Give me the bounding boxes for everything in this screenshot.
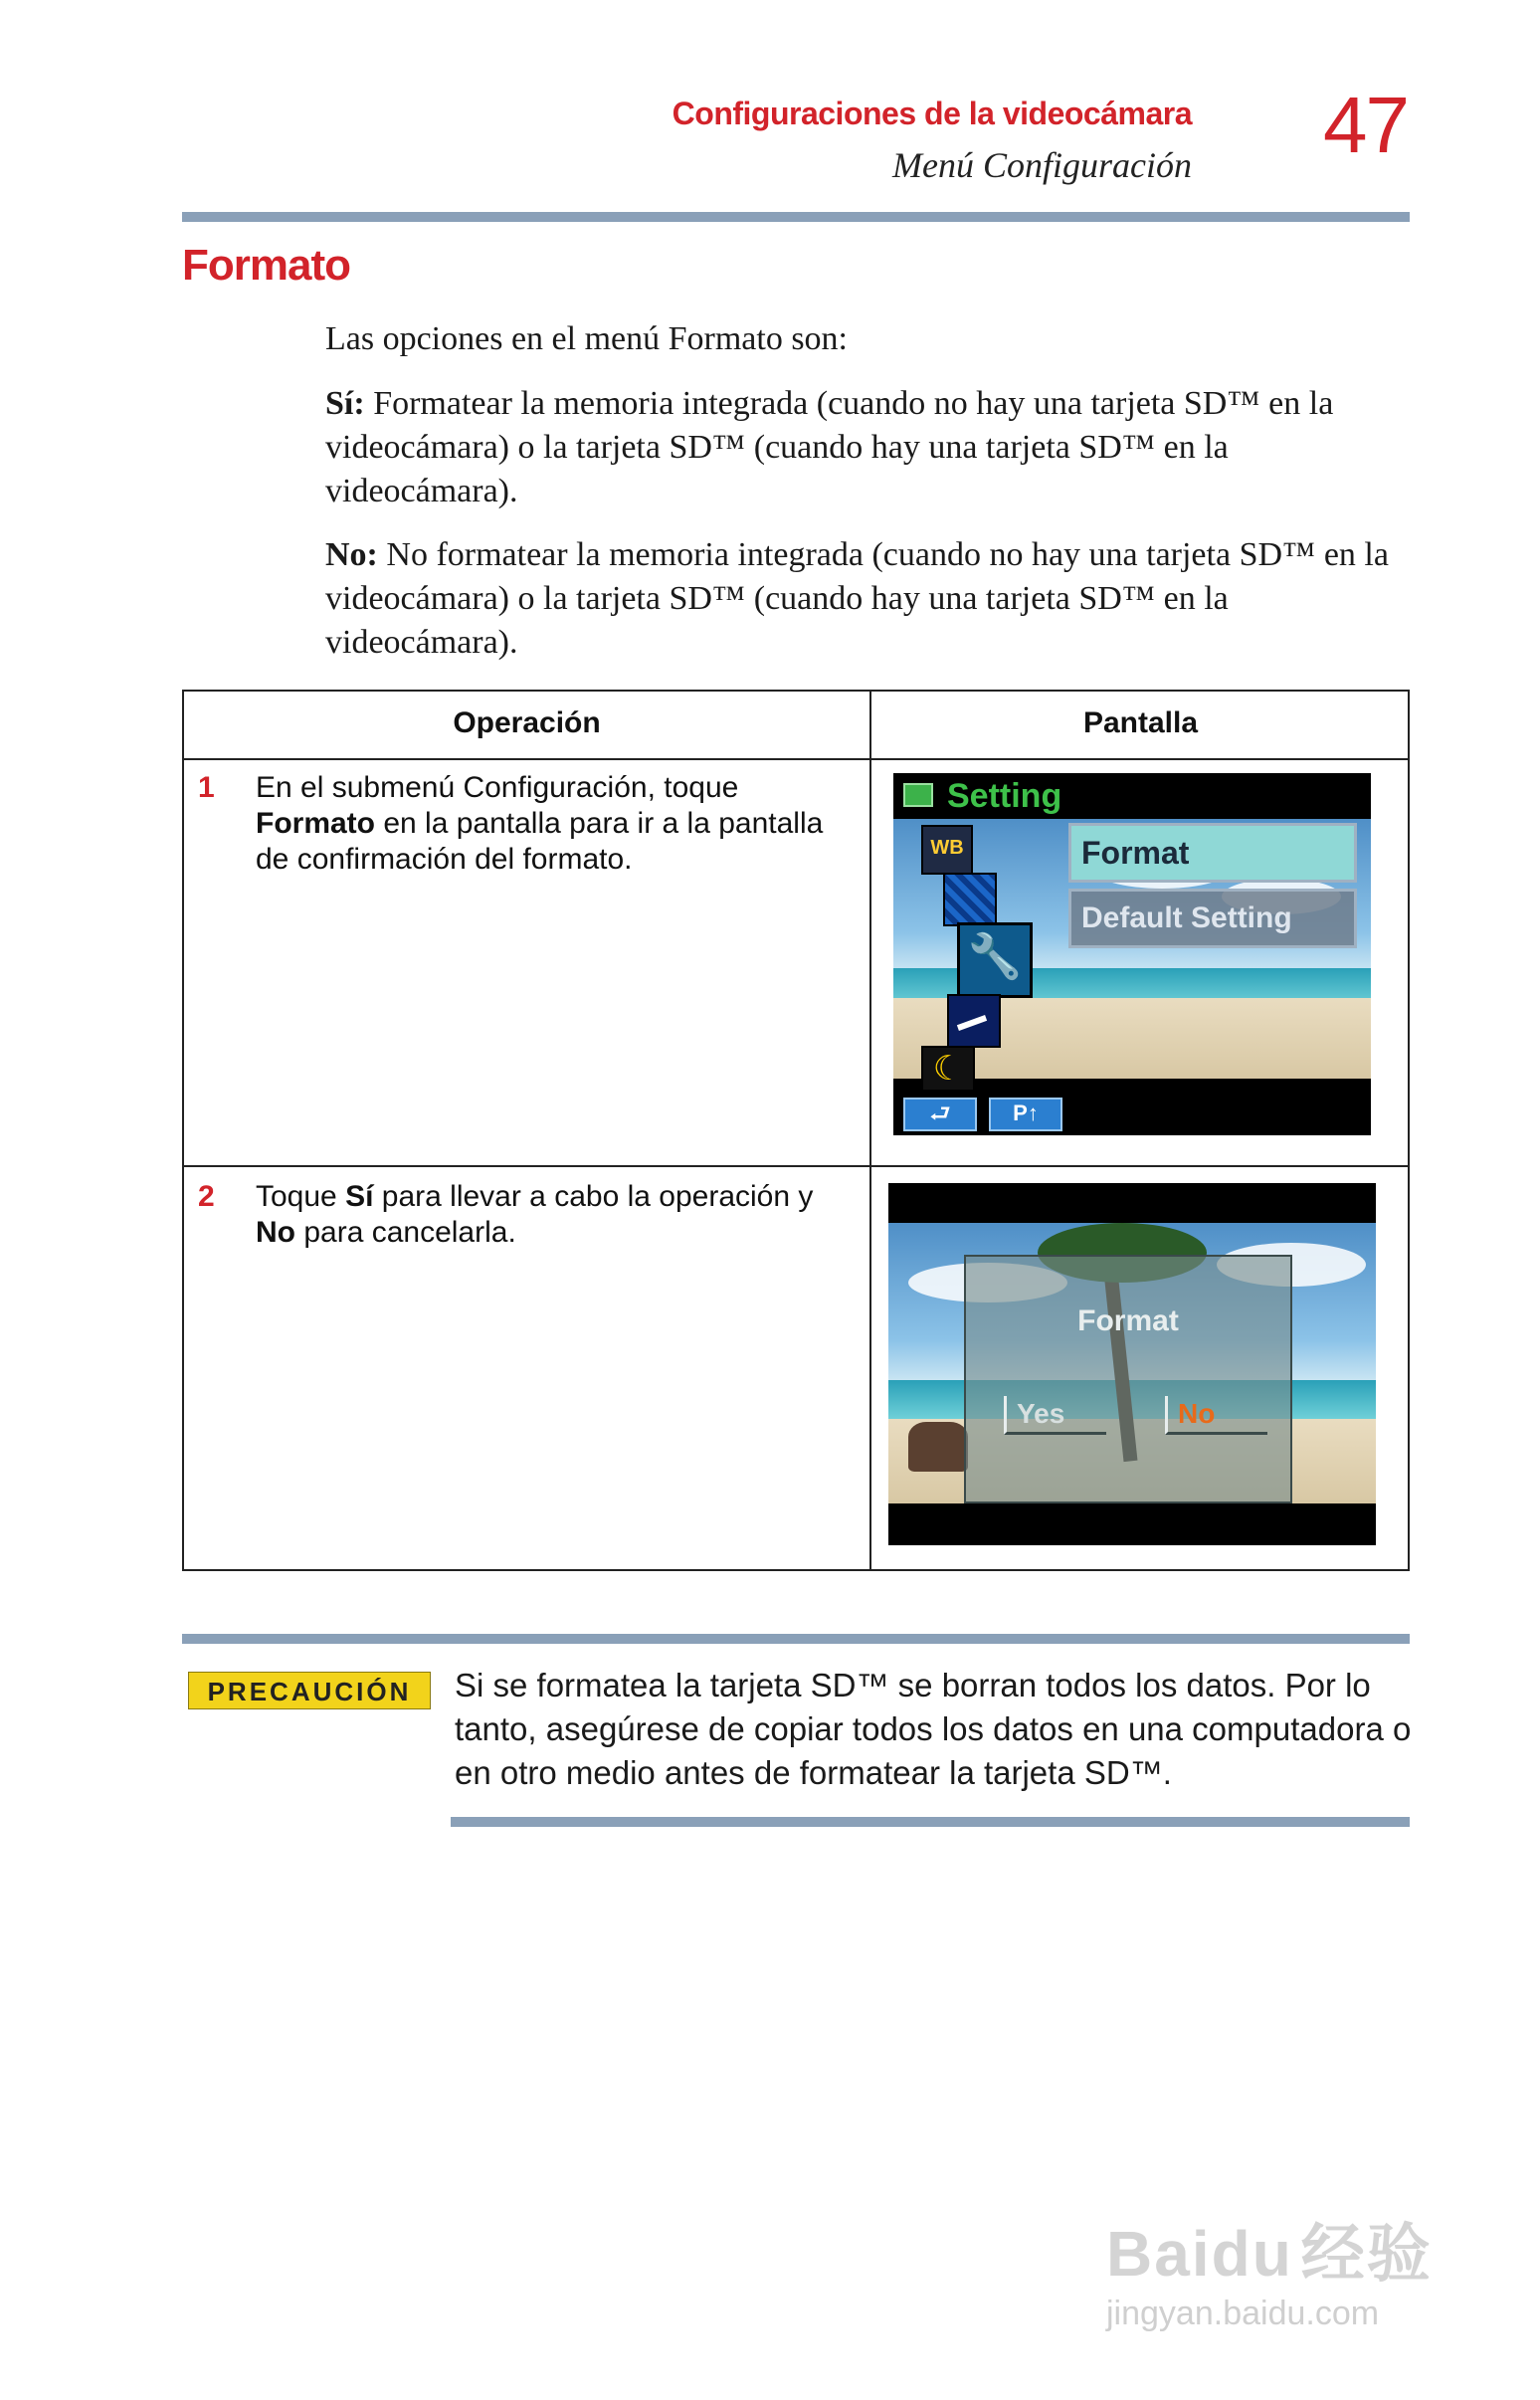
screen-title: Setting bbox=[947, 777, 1062, 815]
camera-screen-setting-menu bbox=[893, 773, 1371, 1135]
intro-paragraph: Las opciones en el menú Formato son: bbox=[325, 320, 849, 357]
step-text-part: Toque bbox=[256, 1180, 346, 1213]
step-text-bold: Formato bbox=[256, 807, 375, 840]
page-number: 47 bbox=[1323, 81, 1408, 169]
dialog-title: Format bbox=[1077, 1304, 1179, 1337]
watermark-brand: Baidu bbox=[1106, 2218, 1293, 2290]
caution-bottom-rule bbox=[451, 1817, 1410, 1827]
option-si-paragraph bbox=[325, 382, 1400, 513]
table-row-step-2 bbox=[198, 1167, 865, 1565]
no-button[interactable]: No bbox=[1165, 1396, 1267, 1435]
column-header-operation: Operación bbox=[453, 706, 601, 739]
caution-badge: PRECAUCIÓN bbox=[188, 1672, 431, 1709]
chapter-title: Configuraciones de la videocámara bbox=[672, 96, 1192, 131]
format-dialog bbox=[964, 1255, 1292, 1503]
camera-screen-format-confirm bbox=[888, 1183, 1376, 1545]
column-header-screen: Pantalla bbox=[1082, 706, 1199, 739]
step-number: 1 bbox=[198, 771, 215, 804]
step-text-part: en la pantalla para ir a la pantalla de confirmación del formato. bbox=[256, 807, 824, 876]
step-text-bold: No bbox=[256, 1216, 295, 1249]
step-number: 2 bbox=[198, 1180, 215, 1213]
table-row-step-1 bbox=[198, 758, 865, 1164]
quality-icon[interactable] bbox=[943, 873, 997, 926]
section-subtitle: Menú Configuración bbox=[892, 145, 1192, 185]
exposure-icon[interactable] bbox=[947, 994, 1001, 1048]
step-text bbox=[256, 1179, 853, 1251]
step-text bbox=[256, 770, 853, 878]
option-no-paragraph bbox=[325, 533, 1400, 665]
watermark-url: jingyan.baidu.com bbox=[1106, 2295, 1380, 2332]
section-title: Formato bbox=[182, 241, 350, 290]
white-balance-icon[interactable]: WB bbox=[921, 825, 973, 875]
step-text-bold: Sí bbox=[345, 1180, 374, 1213]
option-si-text: Formatear la memoria integrada (cuando no hay una tarjeta SD™ en la videocámara) o la tarjeta SD™ (cuando hay una tarjeta SD™ en la videocámara). bbox=[325, 385, 1334, 509]
menu-item-format[interactable]: Format bbox=[1068, 823, 1357, 883]
back-icon[interactable]: ⮐ bbox=[903, 1098, 977, 1131]
caution-text: Si se formatea la tarjeta SD™ se borran todos los datos. Por lo tanto, asegúrese de copiar todos los datos en una computadora o en otro medio antes de formatear la tarjeta SD™. bbox=[455, 1667, 1412, 1791]
option-no-label: No: bbox=[325, 536, 378, 573]
watermark-brand-cn: 经验 bbox=[1300, 2218, 1433, 2290]
setting-icon bbox=[903, 783, 933, 807]
page-up-icon[interactable]: P↑ bbox=[989, 1098, 1062, 1131]
step-text-part: para llevar a cabo la operación y bbox=[373, 1180, 814, 1213]
wrench-icon[interactable]: 🔧 bbox=[957, 922, 1033, 998]
step-text-part: En el submenú Configuración, toque bbox=[256, 771, 739, 804]
option-si-label: Sí: bbox=[325, 385, 365, 422]
rock bbox=[908, 1422, 968, 1472]
yes-button[interactable]: Yes bbox=[1004, 1396, 1106, 1435]
header-rule bbox=[182, 212, 1410, 222]
watermark-logo bbox=[1106, 2203, 1433, 2295]
menu-item-default-setting[interactable]: Default Setting bbox=[1068, 889, 1357, 948]
step-text-part: para cancelarla. bbox=[295, 1216, 516, 1249]
caution-top-rule bbox=[182, 1634, 1410, 1644]
night-mode-icon[interactable]: ☾ bbox=[921, 1046, 975, 1094]
operation-table bbox=[182, 690, 1410, 1571]
option-no-text: No formatear la memoria integrada (cuando no hay una tarjeta SD™ en la videocámara) o la tarjeta SD™ (cuando hay una tarjeta SD™ en la videocámara). bbox=[325, 536, 1389, 661]
table-divider bbox=[869, 692, 871, 1569]
